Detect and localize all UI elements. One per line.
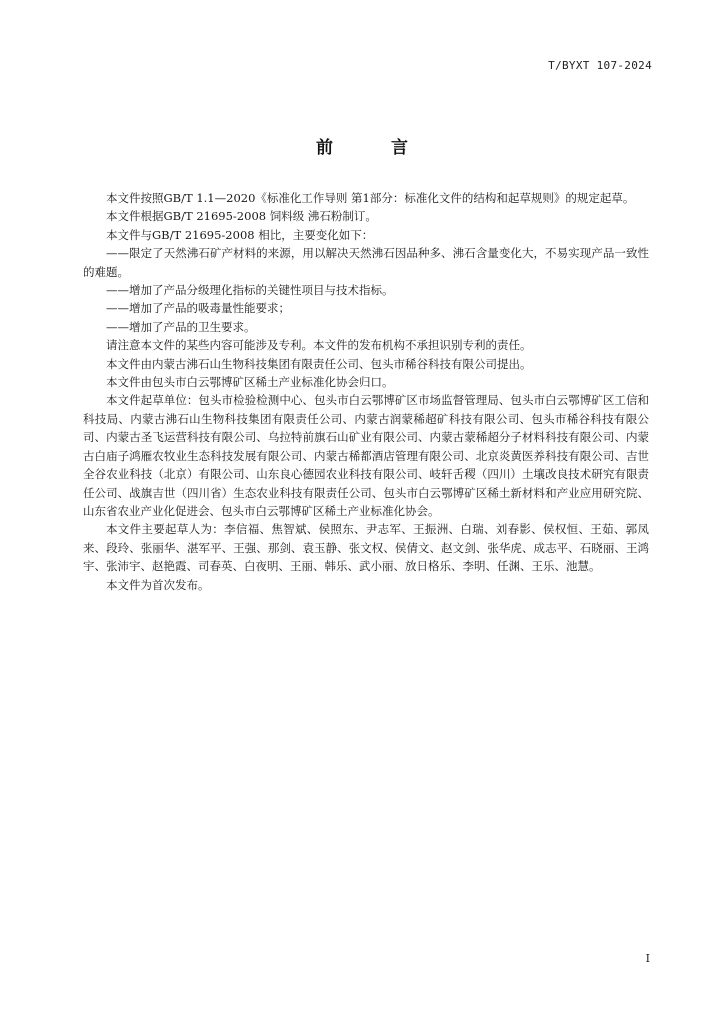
paragraph-patent-notice: 请注意本文件的某些内容可能涉及专利。本文件的发布机构不承担识别专利的责任。 <box>106 338 532 353</box>
document-body <box>83 189 649 594</box>
paragraph-drafters: 本文件主要起草人为：李信福、焦智斌、侯照东、尹志军、王振洲、白瑞、刘春影、侯权恒、王茹、郭凤来、段玲、张丽华、湛军平、王强、那剑、袁玉静、张文权、侯倩文、赵文剑、张华虎、成志平、石晓丽、王鸿宇、张沛宇、赵艳霞、司春英、白夜明、王丽、韩乐、武小丽、放日格乐、李明、任渊、王乐、池慧。 <box>83 522 649 574</box>
paragraph-revision-basis: 本文件根据GB/T 21695-2008 饲料级 沸石粉制订。 <box>106 209 377 224</box>
page-number: I <box>645 952 650 965</box>
paragraph-first-release: 本文件为首次发布。 <box>106 577 210 592</box>
change-item: ——增加了产品的吸毒量性能要求； <box>106 301 290 316</box>
change-item: ——增加了产品的卫生要求。 <box>106 319 256 334</box>
standard-code: T/BYXT 107-2024 <box>548 59 652 72</box>
paragraph-centralized-unit: 本文件由包头市白云鄂博矿区稀土产业标准化协会归口。 <box>106 375 394 390</box>
page-title: 前 言 <box>316 138 434 158</box>
change-item: ——限定了天然沸石矿产材料的来源，用以解决天然沸石因品种多、沸石含量变化大，不易实现产品一致性的难题。 <box>83 246 649 279</box>
paragraph-drafting-units: 本文件起草单位：包头市检验检测中心、包头市白云鄂博矿区市场监督管理局、包头市白云鄂博矿区工信和科技局、内蒙古沸石山生物科技集团有限责任公司、内蒙古润蒙稀超矿科技有限公司、包头市稀谷科技有限公司、内蒙古圣飞运营科技有限公司、乌拉特前旗石山矿业有限公司、内蒙古蒙稀超分子材料科技有限公司、内蒙古白庙子鸿雁农牧业生态科技发展有限公司、内蒙古稀都酒店管理有限公司、北京炎黄医养科技有限公司、吉世全谷农业科技（北京）有限公司、山东良心德园农业科技有限公司、岐轩舌稷（四川）土壤改良技术研究有限责任公司、战旗吉世（四川省）生态农业科技有限责任公司、包头市白云鄂博矿区稀土新材料和产业应用研究院、山东省农业产业化促进会、包头市白云鄂博矿区稀土产业标准化协会。 <box>83 393 649 518</box>
paragraph-drafting-rules: 本文件按照GB/T 1.1—2020《标准化工作导则 第1部分：标准化文件的结构和起草规则》的规定起草。 <box>106 191 635 205</box>
change-item: ——增加了产品分级理化指标的关键性项目与技术指标。 <box>106 283 394 298</box>
paragraph-changes-intro: 本文件与GB/T 21695-2008 相比，主要变化如下： <box>106 227 374 242</box>
paragraph-proposer: 本文件由内蒙古沸石山生物科技集团有限责任公司、包头市稀谷科技有限公司提出。 <box>106 356 532 371</box>
